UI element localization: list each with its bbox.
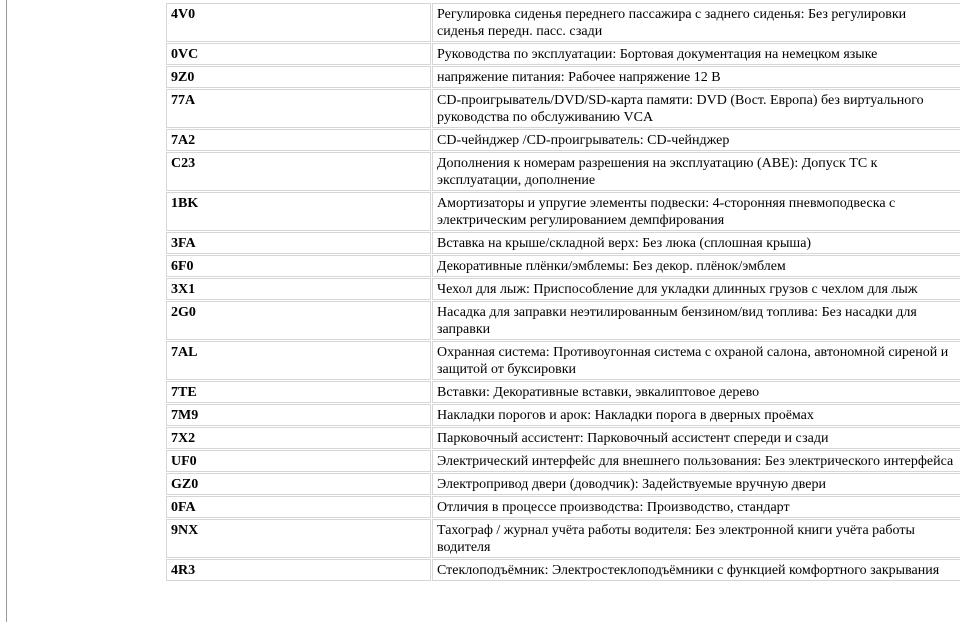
option-code: 9Z0 — [166, 66, 431, 88]
option-code: 1BK — [166, 192, 431, 231]
table-row — [166, 278, 960, 300]
option-code: 2G0 — [166, 301, 431, 340]
table-row — [166, 404, 960, 426]
table-row — [166, 129, 960, 151]
option-code: 7AL — [166, 341, 431, 380]
option-code: 4V0 — [166, 3, 431, 42]
table-row — [166, 43, 960, 65]
option-code: GZ0 — [166, 473, 431, 495]
option-description: Вставки: Декоративные вставки, эвкалиптовое дерево — [432, 381, 960, 403]
option-description: Чехол для лыж: Приспособление для укладки длинных грузов с чехлом для лыж — [432, 278, 960, 300]
table-row — [166, 559, 960, 581]
option-description: Электрический интерфейс для внешнего пользования: Без электрического интерфейса — [432, 450, 960, 472]
options-table-body — [166, 3, 960, 581]
option-code: 0VC — [166, 43, 431, 65]
table-row — [166, 3, 960, 42]
table-row — [166, 341, 960, 380]
option-code: C23 — [166, 152, 431, 191]
option-code: 77A — [166, 89, 431, 128]
option-description: CD-чейнджер /CD-проигрыватель: CD-чейнджер — [432, 129, 960, 151]
option-description: Насадка для заправки неэтилированным бензином/вид топлива: Без насадки для заправки — [432, 301, 960, 340]
option-code: 9NX — [166, 519, 431, 558]
table-row — [166, 255, 960, 277]
table-row — [166, 427, 960, 449]
option-code: 7TE — [166, 381, 431, 403]
table-row — [166, 519, 960, 558]
option-description: Накладки порогов и арок: Накладки порога в дверных проёмах — [432, 404, 960, 426]
option-code: 0FA — [166, 496, 431, 518]
table-row — [166, 152, 960, 191]
option-description: Парковочный ассистент: Парковочный ассистент спереди и сзади — [432, 427, 960, 449]
table-row — [166, 66, 960, 88]
left-column-edge — [0, 0, 7, 622]
table-row — [166, 192, 960, 231]
table-row — [166, 301, 960, 340]
table-row — [166, 89, 960, 128]
option-code: 3FA — [166, 232, 431, 254]
option-description: CD-проигрыватель/DVD/SD-карта памяти: DVD (Вост. Европа) без виртуального руководства по обслуживанию VCA — [432, 89, 960, 128]
option-code: 7M9 — [166, 404, 431, 426]
option-code: 7A2 — [166, 129, 431, 151]
option-description: Руководства по эксплуатации: Бортовая документация на немецком языке — [432, 43, 960, 65]
option-description: напряжение питания: Рабочее напряжение 12 В — [432, 66, 960, 88]
option-description: Дополнения к номерам разрешения на эксплуатацию (ABE): Допуск ТС к эксплуатации, дополнение — [432, 152, 960, 191]
option-description: Декоративные плёнки/эмблемы: Без декор. плёнок/эмблем — [432, 255, 960, 277]
option-description: Регулировка сиденья переднего пассажира с заднего сиденья: Без регулировки сиденья передн. пасс. сзади — [432, 3, 960, 42]
option-description: Вставка на крыше/складной верх: Без люка (сплошная крыша) — [432, 232, 960, 254]
option-code: UF0 — [166, 450, 431, 472]
option-code: 4R3 — [166, 559, 431, 581]
option-description: Тахограф / журнал учёта работы водителя: Без электронной книги учёта работы водителя — [432, 519, 960, 558]
option-description: Электропривод двери (доводчик): Задействуемые вручную двери — [432, 473, 960, 495]
option-description: Амортизаторы и упругие элементы подвески: 4-сторонняя пневмоподвеска с электрическим регулированием демпфирования — [432, 192, 960, 231]
options-table — [165, 2, 960, 582]
table-row — [166, 381, 960, 403]
option-code: 7X2 — [166, 427, 431, 449]
table-row — [166, 450, 960, 472]
table-row — [166, 496, 960, 518]
table-row — [166, 473, 960, 495]
option-description: Охранная система: Противоугонная система с охраной салона, автономной сиреной и защитой от буксировки — [432, 341, 960, 380]
option-description: Отличия в процессе производства: Производство, стандарт — [432, 496, 960, 518]
option-description: Стеклоподъёмник: Электростеклоподъёмники с функцией комфортного закрывания — [432, 559, 960, 581]
option-code: 6F0 — [166, 255, 431, 277]
option-code: 3X1 — [166, 278, 431, 300]
table-row — [166, 232, 960, 254]
